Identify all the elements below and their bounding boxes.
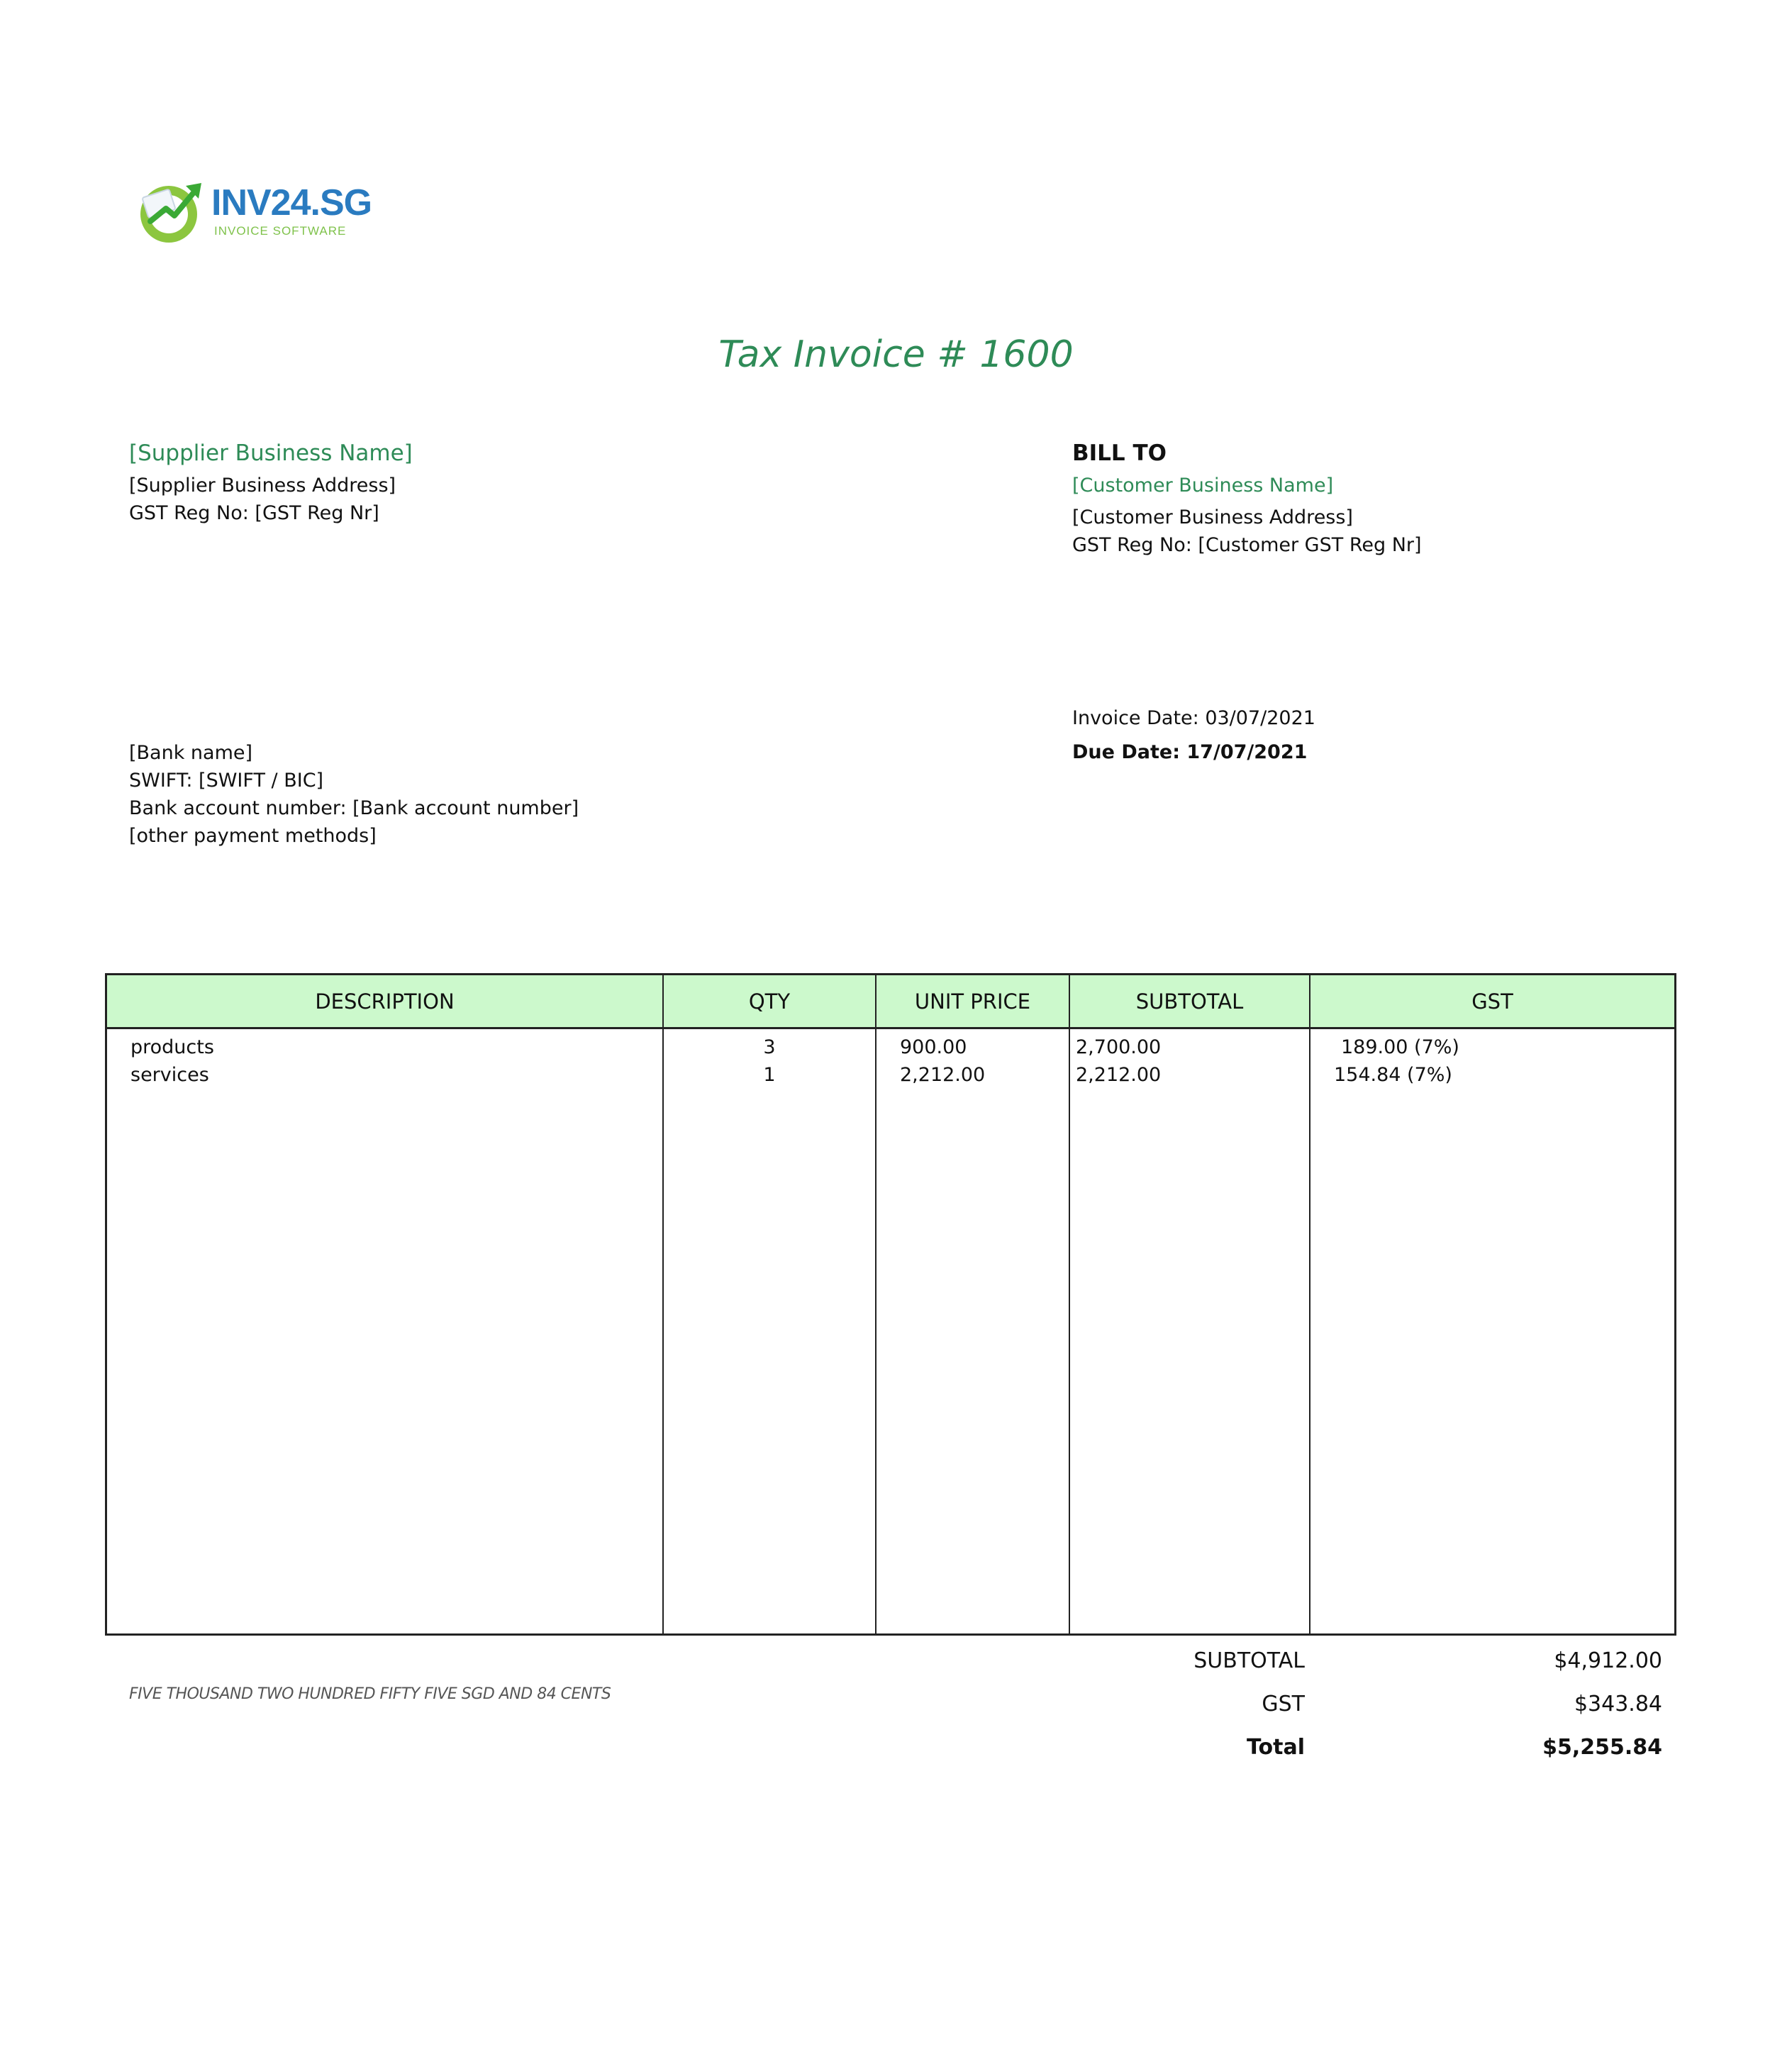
subtotal-column — [1070, 975, 1310, 1633]
totals-gst-value: $343.84 — [1574, 1692, 1662, 1716]
invoice-title: Tax Invoice # 1600 — [718, 333, 1074, 376]
row-2-gst: 154.84 (7%) — [1334, 1064, 1452, 1086]
qty-column — [664, 975, 876, 1633]
totals-subtotal-value: $4,912.00 — [1554, 1648, 1662, 1673]
header-description: DESCRIPTION — [107, 975, 662, 1029]
bill-to-heading: BILL TO — [1072, 440, 1167, 466]
due-date: Due Date: 17/07/2021 — [1072, 741, 1308, 763]
unit-price-column — [876, 975, 1070, 1633]
row-2-qty: 1 — [763, 1064, 776, 1086]
header-subtotal: SUBTOTAL — [1070, 975, 1309, 1029]
logo-name: INV24.SG — [211, 182, 372, 223]
row-1-gst: 189.00 (7%) — [1341, 1036, 1459, 1058]
invoice-date: Invoice Date: 03/07/2021 — [1072, 707, 1315, 729]
header-qty: QTY — [664, 975, 875, 1029]
totals-total-value: $5,255.84 — [1542, 1735, 1662, 1760]
customer-address: [Customer Business Address] — [1072, 506, 1353, 528]
totals-subtotal-label: SUBTOTAL — [1193, 1648, 1305, 1673]
row-2-unit-price: 2,212.00 — [900, 1064, 986, 1086]
supplier-address: [Supplier Business Address] — [129, 475, 396, 497]
row-1-qty: 3 — [763, 1036, 776, 1058]
customer-gst: GST Reg No: [Customer GST Reg Nr] — [1072, 534, 1422, 556]
amount-in-words: FIVE THOUSAND TWO HUNDRED FIFTY FIVE SGD AND 84 CENTS — [129, 1685, 611, 1703]
totals-gst-label: GST — [1262, 1692, 1305, 1716]
items-table — [105, 973, 1676, 1636]
supplier-gst: GST Reg No: [GST Reg Nr] — [129, 502, 379, 524]
header-gst: GST — [1310, 975, 1674, 1029]
description-column — [107, 975, 664, 1633]
row-1-description: products — [130, 1036, 214, 1058]
bank-account: Bank account number: [Bank account number] — [129, 797, 579, 819]
company-logo — [135, 176, 372, 247]
customer-name: [Customer Business Name] — [1072, 475, 1334, 497]
other-payment-methods: [other payment methods] — [129, 825, 377, 847]
totals-total-label: Total — [1247, 1735, 1305, 1760]
row-1-unit-price: 900.00 — [900, 1036, 967, 1058]
row-2-subtotal: 2,212.00 — [1076, 1064, 1162, 1086]
bank-name: [Bank name] — [129, 742, 253, 764]
bank-swift: SWIFT: [SWIFT / BIC] — [129, 770, 324, 792]
logo-tagline: INVOICE SOFTWARE — [214, 224, 347, 238]
supplier-name: [Supplier Business Name] — [129, 440, 413, 466]
gst-column — [1310, 975, 1674, 1633]
header-unit-price: UNIT PRICE — [876, 975, 1069, 1029]
row-2-description: services — [130, 1064, 209, 1086]
logo-emblem-icon — [135, 176, 213, 247]
row-1-subtotal: 2,700.00 — [1076, 1036, 1162, 1058]
